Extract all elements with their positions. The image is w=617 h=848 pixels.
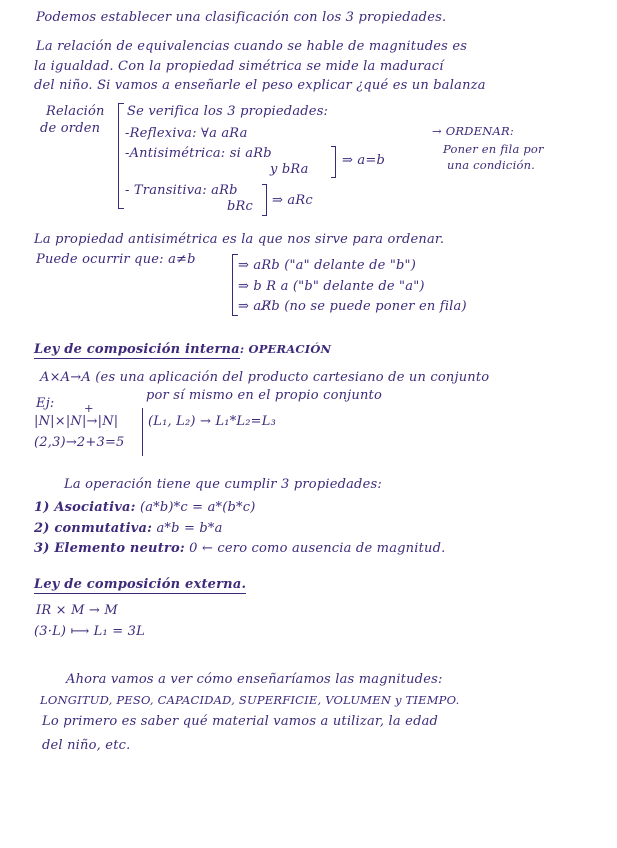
interna-prop-2	[34, 521, 223, 536]
antisim-option-1: ⇒ aRb ("a" delante de "b")	[238, 258, 416, 273]
intro-line-3: la igualdad. Con la propiedad simétrica se mide la madurací	[34, 59, 444, 74]
interna-ej-label: Ej:	[36, 396, 55, 411]
final-line-3: Lo primero es saber qué material vamos a utilizar, la edad	[42, 714, 439, 729]
antisim-bracket	[331, 146, 336, 178]
prop-3-label: 3) Elemento neutro:	[34, 541, 185, 556]
relacion-bracket	[118, 103, 124, 209]
intro-line-2: La relación de equivalencias cuando se hable de magnitudes es	[36, 39, 468, 54]
interna-heading-title: Ley de composición interna	[34, 342, 240, 357]
ordenar-line-1: Poner en fila por	[443, 142, 544, 156]
interna-heading-sub: : OPERACIÓN	[239, 342, 332, 356]
interna-prop-1	[34, 500, 256, 515]
final-line-2: LONGITUD, PESO, CAPACIDAD, SUPERFICIE, VOLUMEN y TIEMPO.	[40, 693, 460, 707]
externa-heading-title: Ley de composición externa.	[34, 577, 247, 592]
relacion-transitiva-3: ⇒ aRc	[272, 193, 313, 208]
intro-line-4: del niño. Si vamos a enseñarle el peso explicar ¿qué es un balanza	[34, 78, 486, 93]
relacion-label-2: de orden	[40, 121, 101, 136]
intro-line-1: Podemos establecer una clasificación con los 3 propiedades.	[36, 10, 447, 25]
ordenar-line-2: una condición.	[447, 158, 536, 172]
interna-example-2: (2,3)→2+3=5	[34, 435, 125, 450]
interna-prop-3	[34, 541, 445, 556]
relacion-heading: Se verifica los 3 propiedades:	[127, 104, 329, 119]
antisim-option-3: ⇒ aR̸b (no se puede poner en fila)	[238, 299, 467, 314]
interna-example-1: |N|×|N|→|N|	[34, 414, 119, 429]
final-line-1: Ahora vamos a ver cómo enseñaríamos las magnitudes:	[66, 672, 443, 687]
prop-2-formula: a*b = b*a	[156, 521, 223, 536]
transitiva-bracket	[262, 184, 267, 216]
relacion-label-1: Relación	[46, 104, 105, 119]
interna-line-1: A×A→A (es una aplicación del producto cartesiano de un conjunto	[40, 370, 490, 385]
relacion-transitiva-2: bRc	[227, 199, 253, 214]
antisim-option-2: ⇒ b R a ("b" delante de "a")	[238, 279, 425, 294]
prop-2-label: 2) conmutativa:	[34, 521, 153, 536]
ordenar-label: → ORDENAR:	[432, 124, 514, 138]
externa-heading	[34, 577, 246, 592]
prop-3-formula: 0 ← cero como ausencia de magnitud.	[189, 541, 446, 556]
externa-line-1: IR × M → M	[36, 603, 118, 618]
prop-1-label: 1) Asociativa:	[34, 500, 136, 515]
prop-1-formula: (a*b)*c = a*(b*c)	[139, 500, 256, 515]
interna-line-2: por sí mismo en el propio conjunto	[146, 388, 382, 403]
relacion-antisim-2: y bRa	[270, 162, 309, 177]
final-line-4: del niño, etc.	[42, 738, 131, 753]
antisim-line-2: Puede ocurrir que: a≠b	[36, 252, 196, 267]
interna-heading	[34, 342, 331, 357]
relacion-transitiva-1: - Transitiva: aRb	[125, 183, 238, 198]
antisim-line-1: La propiedad antisimétrica es la que nos sirve para ordenar.	[34, 232, 445, 247]
interna-plus-sign: +	[84, 401, 94, 415]
relacion-reflexiva: -Reflexiva: ∀a aRa	[125, 126, 248, 141]
relacion-antisim-1: -Antisimétrica: si aRb	[125, 146, 272, 161]
interna-ops-line: La operación tiene que cumplir 3 propiedades:	[64, 477, 382, 492]
interna-example-3: (L₁, L₂) → L₁*L₂=L₃	[148, 414, 276, 429]
externa-line-2: (3·L) ⟼ L₁ = 3L	[34, 624, 145, 639]
interna-divider	[142, 408, 143, 456]
relacion-antisim-3: ⇒ a=b	[342, 153, 385, 168]
